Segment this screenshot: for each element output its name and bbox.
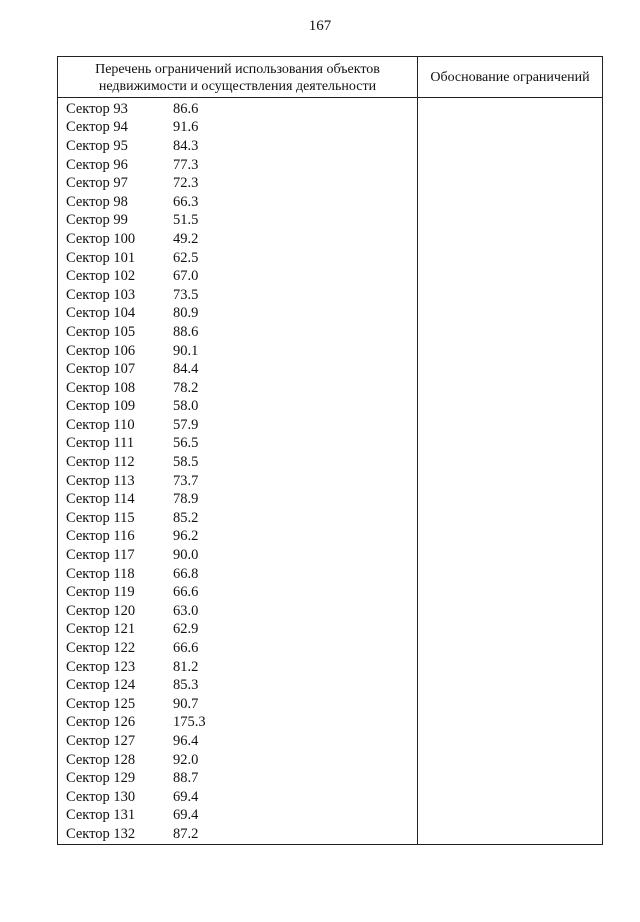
sector-value: 85.2 [173, 509, 199, 526]
sector-value: 88.7 [173, 770, 199, 787]
table-row [66, 435, 406, 454]
table-row [66, 100, 406, 119]
sector-label: Сектор 114 [66, 491, 135, 508]
sector-value: 67.0 [173, 268, 199, 285]
sector-value: 58.0 [173, 398, 199, 415]
sector-label: Сектор 132 [66, 825, 136, 842]
sector-label: Сектор 121 [66, 621, 136, 638]
sector-value: 66.3 [173, 193, 199, 210]
table-row [66, 156, 406, 175]
sector-value: 66.6 [173, 584, 199, 601]
sector-label: Сектор 108 [66, 379, 136, 396]
sector-label: Сектор 110 [66, 416, 135, 433]
table-row [66, 751, 406, 770]
sector-value: 72.3 [173, 175, 199, 192]
sector-label: Сектор 119 [66, 584, 135, 601]
table-row [66, 807, 406, 826]
table-row [66, 342, 406, 361]
sector-value: 85.3 [173, 677, 199, 694]
table-row [66, 565, 406, 584]
sector-value: 78.9 [173, 491, 199, 508]
page-number: 167 [308, 18, 332, 34]
sector-value: 78.2 [173, 379, 199, 396]
sector-value: 80.9 [173, 305, 199, 322]
sector-label: Сектор 118 [66, 565, 135, 582]
sector-value: 69.4 [173, 788, 199, 805]
sector-label: Сектор 129 [66, 770, 136, 787]
sector-value: 96.2 [173, 528, 199, 545]
sector-label: Сектор 104 [66, 305, 136, 322]
sector-value: 56.5 [173, 435, 199, 452]
sector-value: 81.2 [173, 658, 199, 675]
table-row [66, 695, 406, 714]
sector-value: 73.5 [173, 286, 199, 303]
sector-label: Сектор 101 [66, 249, 136, 266]
table-row [66, 714, 406, 733]
sector-value: 69.4 [173, 807, 199, 824]
table-row [66, 305, 406, 324]
table-row [66, 602, 406, 621]
sector-label: Сектор 120 [66, 602, 136, 619]
restrictions-table [57, 56, 603, 845]
sector-label: Сектор 96 [66, 156, 128, 173]
sector-label: Сектор 117 [66, 547, 135, 564]
sector-label: Сектор 103 [66, 286, 136, 303]
table-row [66, 174, 406, 193]
sector-label: Сектор 122 [66, 640, 136, 657]
sector-value: 175.3 [173, 714, 206, 731]
sector-label: Сектор 109 [66, 398, 136, 415]
table-row [66, 732, 406, 751]
sector-value: 90.1 [173, 342, 199, 359]
sector-value: 62.5 [173, 249, 199, 266]
sector-value: 90.0 [173, 547, 199, 564]
sector-value: 84.3 [173, 137, 199, 154]
table-row [66, 193, 406, 212]
sector-value: 84.4 [173, 361, 199, 378]
table-row [66, 583, 406, 602]
sector-value: 91.6 [173, 119, 199, 136]
table-row [66, 360, 406, 379]
table-row [66, 658, 406, 677]
table-row [66, 267, 406, 286]
sector-label: Сектор 106 [66, 342, 136, 359]
table-row [66, 472, 406, 491]
table-row [66, 398, 406, 417]
table-row [66, 249, 406, 268]
sector-label: Сектор 116 [66, 528, 135, 545]
sector-label: Сектор 126 [66, 714, 136, 731]
table-row [66, 528, 406, 547]
header-restrictions-justification: Обоснование ограничений [430, 69, 590, 85]
sector-label: Сектор 95 [66, 137, 128, 154]
column-divider [417, 57, 418, 844]
table-row [66, 509, 406, 528]
sector-label: Сектор 125 [66, 695, 136, 712]
sector-label: Сектор 128 [66, 751, 136, 768]
sector-value: 49.2 [173, 230, 199, 247]
sector-label: Сектор 112 [66, 454, 135, 471]
table-row [66, 137, 406, 156]
sector-value: 77.3 [173, 156, 199, 173]
header-restrictions-list: Перечень ограничений использования объектов недвижимости и осуществления деятельности [95, 61, 380, 94]
table-row [66, 379, 406, 398]
sector-value: 86.6 [173, 100, 199, 117]
sector-label: Сектор 107 [66, 361, 136, 378]
table-row [66, 639, 406, 658]
sector-value: 73.7 [173, 472, 199, 489]
sector-value: 51.5 [173, 212, 199, 229]
table-row [66, 453, 406, 472]
sector-label: Сектор 93 [66, 100, 128, 117]
sector-value: 66.6 [173, 640, 199, 657]
table-row [66, 416, 406, 435]
table-row [66, 119, 406, 138]
table-body [66, 100, 406, 844]
table-row [66, 230, 406, 249]
sector-label: Сектор 94 [66, 119, 128, 136]
sector-label: Сектор 131 [66, 807, 136, 824]
sector-label: Сектор 124 [66, 677, 136, 694]
table-row [66, 769, 406, 788]
table-row [66, 546, 406, 565]
sector-label: Сектор 113 [66, 472, 135, 489]
sector-value: 88.6 [173, 323, 199, 340]
table-row [66, 788, 406, 807]
sector-label: Сектор 98 [66, 193, 128, 210]
table-row [66, 825, 406, 844]
table-row [66, 490, 406, 509]
table-row [66, 286, 406, 305]
sector-value: 87.2 [173, 825, 199, 842]
table-header-row [58, 57, 602, 98]
sector-value: 58.5 [173, 454, 199, 471]
sector-value: 66.8 [173, 565, 199, 582]
sector-label: Сектор 105 [66, 323, 136, 340]
table-row [66, 323, 406, 342]
sector-value: 62.9 [173, 621, 199, 638]
sector-value: 63.0 [173, 602, 199, 619]
sector-value: 92.0 [173, 751, 199, 768]
sector-value: 57.9 [173, 416, 199, 433]
sector-label: Сектор 115 [66, 509, 135, 526]
sector-label: Сектор 100 [66, 230, 136, 247]
sector-label: Сектор 123 [66, 658, 136, 675]
table-row [66, 621, 406, 640]
sector-label: Сектор 97 [66, 175, 128, 192]
sector-value: 96.4 [173, 732, 199, 749]
sector-label: Сектор 99 [66, 212, 128, 229]
sector-value: 90.7 [173, 695, 199, 712]
sector-label: Сектор 111 [66, 435, 135, 452]
sector-label: Сектор 102 [66, 268, 136, 285]
sector-label: Сектор 130 [66, 788, 136, 805]
table-row [66, 676, 406, 695]
sector-label: Сектор 127 [66, 732, 136, 749]
table-row [66, 212, 406, 231]
